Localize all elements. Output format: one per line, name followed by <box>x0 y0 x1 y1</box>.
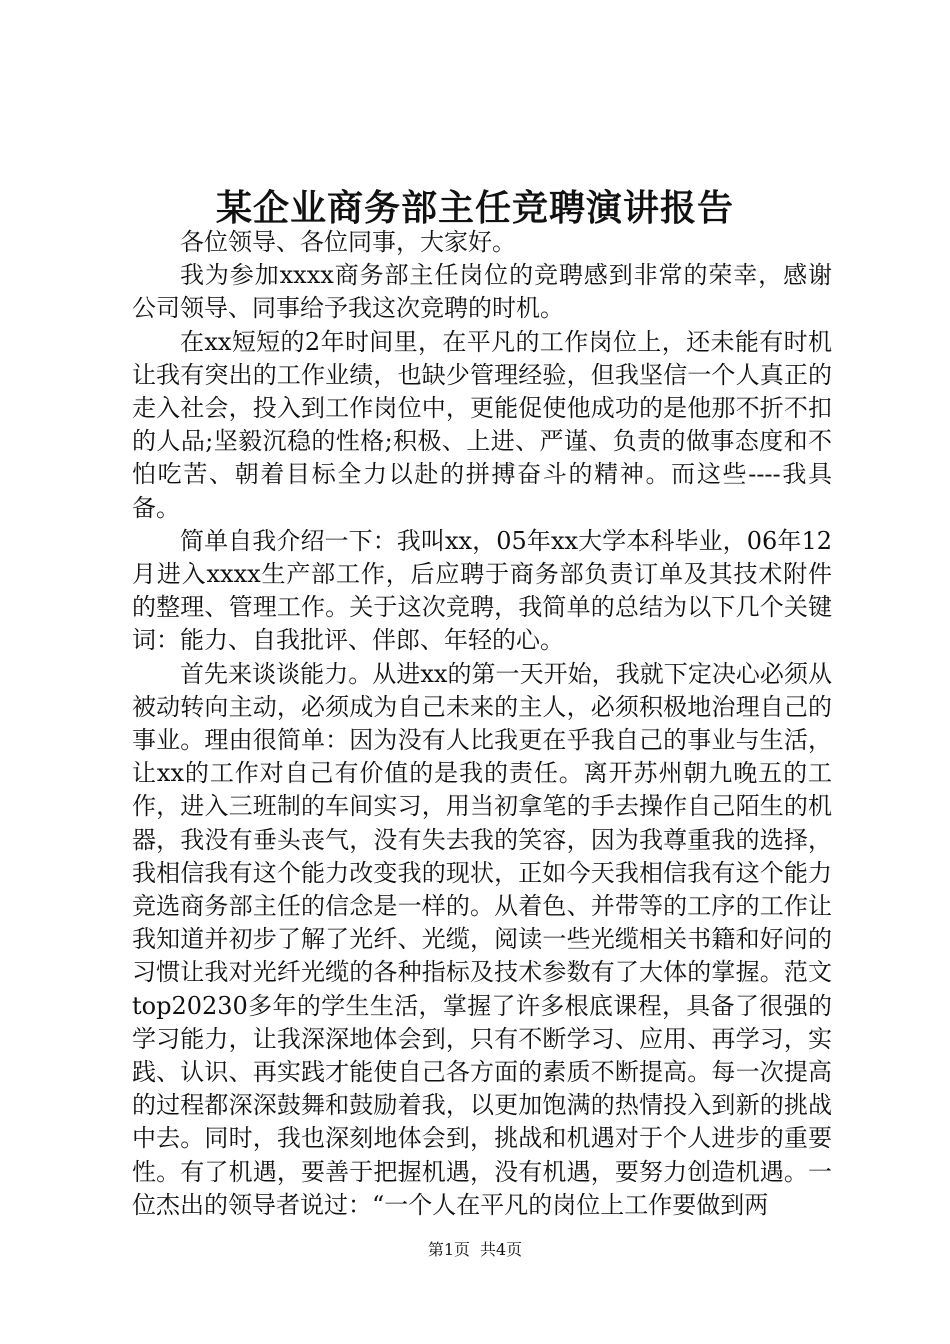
page-footer <box>0 1239 950 1261</box>
document-title: 某企业商务部主任竞聘演讲报告 <box>215 187 734 229</box>
paragraph-intro: 我为参加xxxx商务部主任岗位的竞聘感到非常的荣幸，感谢公司领导、同事给予我这次竞聘的时机。 <box>132 261 832 323</box>
paragraph-ability: 首先来谈谈能力。从进xx的第一天开始，我就下定决心必须从被动转向主动，必须成为自己未来的主人，必须积极地治理自己的事业。理由很简单：因为没有人比我更在乎我自己的事业与生活，让xx的工作对自己有价值的是我的责任。离开苏州朝九晚五的工作，进入三班制的车间实习，用当初拿笔的手去操作自己陌生的机器，我没有垂头丧气，没有失去我的笑容，因为我尊重我的选择，我相信我有这个能力改变我的现状，正如今天我相信我有这个能力竞选商务部主任的信念是一样的。从着色、并带等的工序的工作让我知道并初步了解了光纤、光缆，阅读一些光缆相关书籍和好问的习惯让我对光纤光缆的各种指标及技术参数有了大体的掌握。范文top20230多年的学生生活，掌握了许多根底课程，具备了很强的学习能力，让我深深地体会到，只有不断学习、应用、再学习，实践、认识、再实践才能使自己各方面的素质不断提高。每一次提高的过程都深深鼓舞和鼓励着我，以更加饱满的热情投入到新的挑战中去。同时，我也深刻地体会到，挑战和机遇对于个人进步的重要性。有了机遇，要善于把握机遇，没有机遇，要努力创造机遇。一位杰出的领导者说过：“一个人在平凡的岗位上工作要做到两 <box>132 659 832 1219</box>
page-number: 第1页 <box>427 1240 470 1259</box>
paragraph-experience: 在xx短短的2年时间里，在平凡的工作岗位上，还未能有时机让我有突出的工作业绩，也缺少管理经验，但我坚信一个人真正的走入社会，投入到工作岗位中，更能促使他成功的是他那不折不扣的人品;坚毅沉稳的性格;积极、上进、严谨、负责的做事态度和不怕吃苦、朝着目标全力以赴的拼搏奋斗的精神。而这些----我具备。 <box>132 327 832 522</box>
document-body <box>132 226 832 1222</box>
paragraph-greeting: 各位领导、各位同事，大家好。 <box>180 228 516 256</box>
paragraph-self-introduction: 简单自我介绍一下：我叫xx，05年xx大学本科毕业，06年12月进入xxxx生产部工作，后应聘于商务部负责订单及其技术附件的整理、管理工作。关于这次竞聘，我简单的总结为以下几个关键词：能力、自我批评、伴郎、年轻的心。 <box>132 526 832 655</box>
page-total: 共4页 <box>480 1240 523 1259</box>
